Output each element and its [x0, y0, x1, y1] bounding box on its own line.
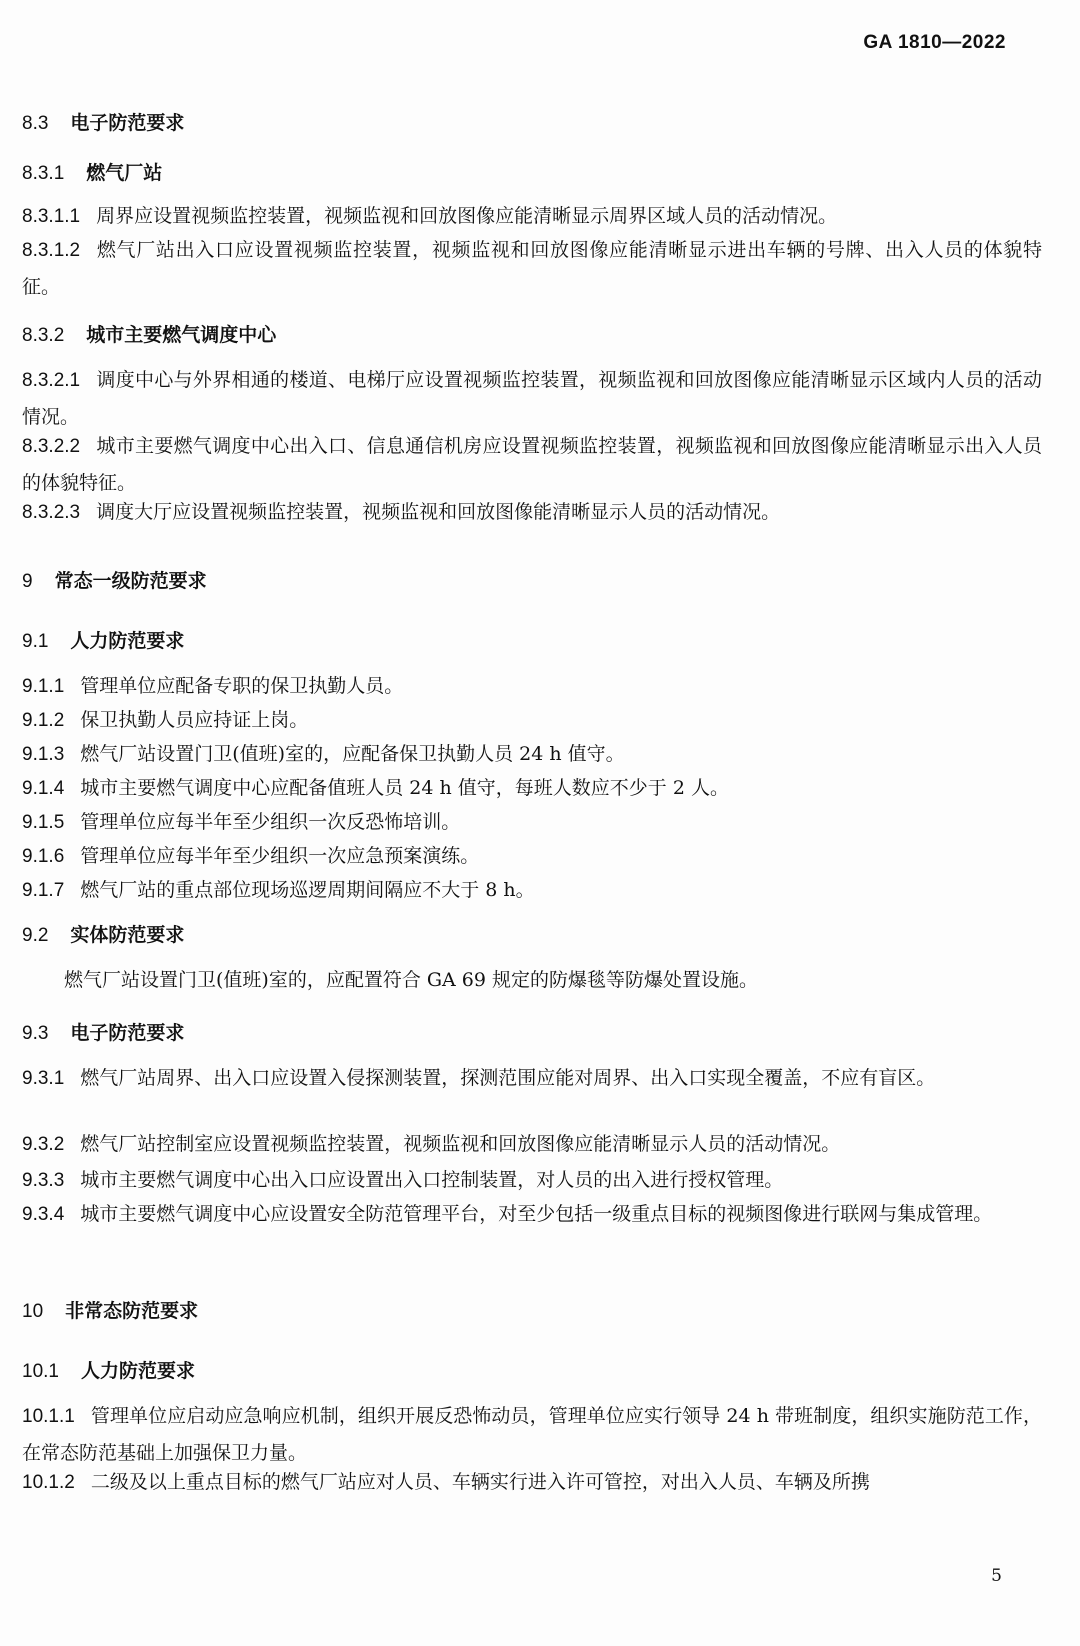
clause-8-3-2-3: 8.3.2.3 调度大厅应设置视频监控装置，视频监视和回放图像能清晰显示人员的活动情况。: [22, 501, 781, 523]
heading-8-3-1: 8.3.1 燃气厂站: [22, 162, 163, 184]
heading-9-1: 9.1 人力防范要求: [22, 630, 185, 652]
clause-9-1-6: 9.1.6 管理单位应每半年至少组织一次应急预案演练。: [22, 845, 480, 867]
heading-10: 10 非常态防范要求: [22, 1300, 199, 1322]
clause-8-3-2-2: 8.3.2.2 城市主要燃气调度中心出入口、信息通信机房应设置视频监控装置，视频监视和回放图像应能清晰显示出入人员的体貌特征。: [22, 435, 1042, 494]
clause-9-1-5: 9.1.5 管理单位应每半年至少组织一次反恐怖培训。: [22, 811, 461, 833]
clause-9-1-3: 9.1.3 燃气厂站设置门卫(值班)室的，应配备保卫执勤人员 24 h 值守。: [22, 743, 625, 765]
heading-9-2: 9.2 实体防范要求: [22, 924, 185, 946]
clause-10-1-1: 10.1.1 管理单位应启动应急响应机制，组织开展反恐怖动员，管理单位应实行领导 24 h 带班制度，组织实施防范工作，在常态防范基础上加强保卫力量。: [22, 1405, 1042, 1464]
clause-9-2-text: 燃气厂站设置门卫(值班)室的，应配置符合 GA 69 规定的防爆毯等防爆处置设施。: [64, 969, 759, 991]
clause-9-1-1: 9.1.1 管理单位应配备专职的保卫执勤人员。: [22, 675, 404, 697]
heading-9-3: 9.3 电子防范要求: [22, 1022, 185, 1044]
clause-8-3-1-1: 8.3.1.1 周界应设置视频监控装置，视频监视和回放图像应能清晰显示周界区域人员的活动情况。: [22, 205, 838, 227]
clause-10-1-2: 10.1.2 二级及以上重点目标的燃气厂站应对人员、车辆实行进入许可管控，对出入人员、车辆及所携: [22, 1471, 870, 1493]
page-number: 5: [991, 1566, 1002, 1586]
clause-9-3-2: 9.3.2 燃气厂站控制室应设置视频监控装置，视频监视和回放图像应能清晰显示人员的活动情况。: [22, 1133, 841, 1155]
heading-8-3-2: 8.3.2 城市主要燃气调度中心: [22, 324, 277, 346]
clause-9-3-1: 9.3.1 燃气厂站周界、出入口应设置入侵探测装置，探测范围应能对周界、出入口实现全覆盖，不应有盲区。: [22, 1067, 936, 1089]
heading-9: 9 常态一级防范要求: [22, 570, 207, 592]
heading-10-1: 10.1 人力防范要求: [22, 1360, 195, 1382]
clause-8-3-1-2: 8.3.1.2 燃气厂站出入口应设置视频监控装置，视频监视和回放图像应能清晰显示进出车辆的号牌、出入人员的体貌特征。: [22, 239, 1042, 298]
clause-8-3-2-1: 8.3.2.1 调度中心与外界相通的楼道、电梯厅应设置视频监控装置，视频监视和回放图像应能清晰显示区域内人员的活动情况。: [22, 369, 1042, 428]
clause-9-1-4: 9.1.4 城市主要燃气调度中心应配备值班人员 24 h 值守，每班人数应不少于 2 人。: [22, 777, 729, 799]
clause-9-3-3: 9.3.3 城市主要燃气调度中心出入口应设置出入口控制装置，对人员的出入进行授权管理。: [22, 1169, 784, 1191]
heading-8-3: 8.3 电子防范要求: [22, 112, 185, 134]
clause-9-3-4: 9.3.4 城市主要燃气调度中心应设置安全防范管理平台，对至少包括一级重点目标的视频图像进行联网与集成管理。: [22, 1203, 993, 1225]
clause-9-1-7: 9.1.7 燃气厂站的重点部位现场巡逻周期间隔应不大于 8 h。: [22, 879, 535, 901]
standard-code: GA 1810—2022: [863, 32, 1006, 53]
clause-9-1-2: 9.1.2 保卫执勤人员应持证上岗。: [22, 709, 309, 731]
